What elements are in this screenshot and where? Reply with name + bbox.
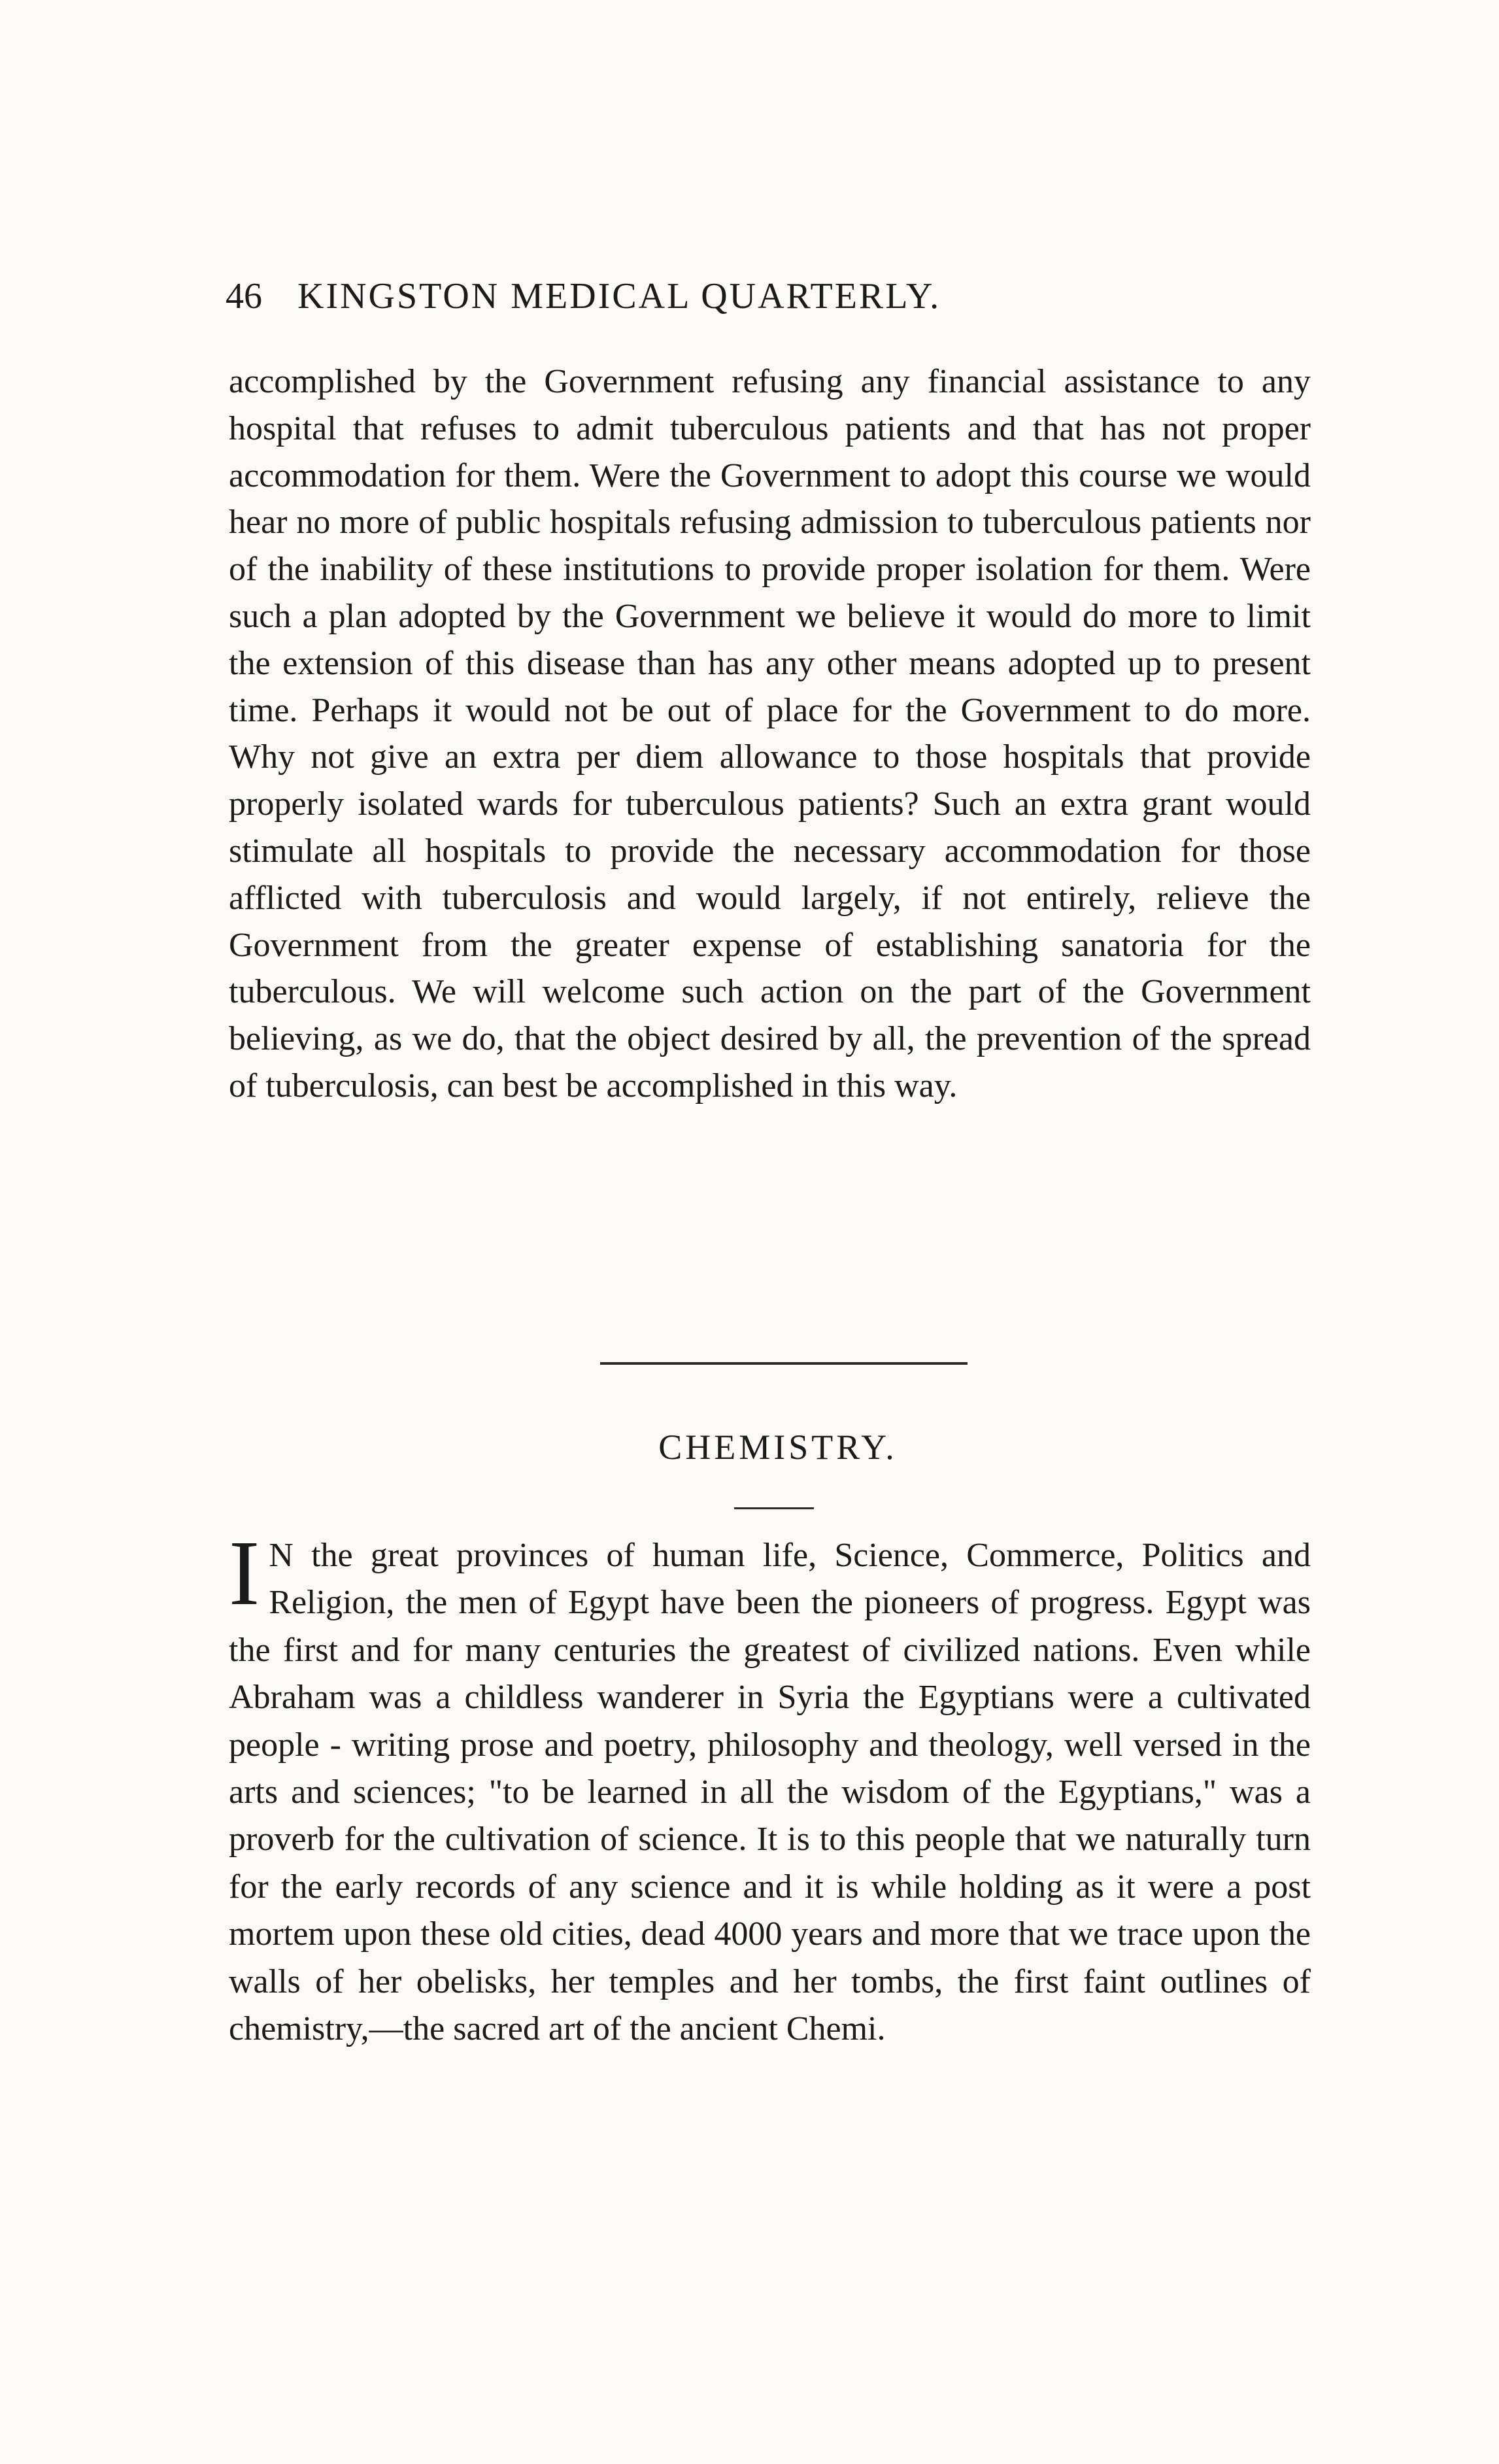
page-number: 46	[226, 276, 262, 317]
running-head	[226, 273, 1337, 319]
section-paragraph-text: N the great provinces of human life, Science, Commerce, Politics and Religion, the men of Egypt have been the pioneers of progress. Egypt was the first and for many centuries the greatest of civilized nations. Even while Abraham was a childless wanderer in Syria the Egyptians were a cultivated people - writing prose and poetry, philosophy and theology, well versed in the arts and sciences; "to be learned in all the wisdom of the Egyptians," was a proverb for the cultivation of science. It is to this people that we naturally turn for the early records of any science and it is while holding as it were a post mortem upon these old cities, dead 4000 years and more that we trace upon the walls of her obelisks, her temples and her tombs, the first faint outlines of chemistry,—the sacred art of the ancient Chemi.	[229, 1537, 1311, 2048]
drop-cap: I	[229, 1521, 260, 1624]
title-underline	[734, 1507, 814, 1509]
section-paragraph	[229, 1521, 1311, 2053]
section-title: CHEMISTRY.	[658, 1428, 898, 1467]
section-divider	[600, 1362, 968, 1365]
journal-title: KINGSTON MEDICAL QUARTERLY.	[297, 276, 941, 317]
continued-paragraph: accomplished by the Government refusing any financial assistance to any hospital that refuses to admit tuberculous patients and that has not proper accommodation for them. Were the Government to adopt this course we would hear no more of public hospitals refusing admission to tuberculous patients nor of the inability of these institutions to provide proper isolation for them. Were such a plan adopted by the Government we believe it would do more to limit the extension of this disease than has any other means adopted up to present time. Perhaps it would not be out of place for the Government to do more. Why not give an extra per diem allowance to those hospitals that provide properly isolated wards for tuberculous patients? Such an extra grant would stimulate all hospitals to provide the necessary accommodation for those afflicted with tuberculosis and would largely, if not entirely, relieve the Government from the greater expense of establishing sanatoria for the tuberculous. We will welcome such action on the part of the Government believing, as we do, that the object desired by all, the prevention of the spread of tuberculosis, can best be accomplished in this way.	[229, 363, 1311, 1104]
